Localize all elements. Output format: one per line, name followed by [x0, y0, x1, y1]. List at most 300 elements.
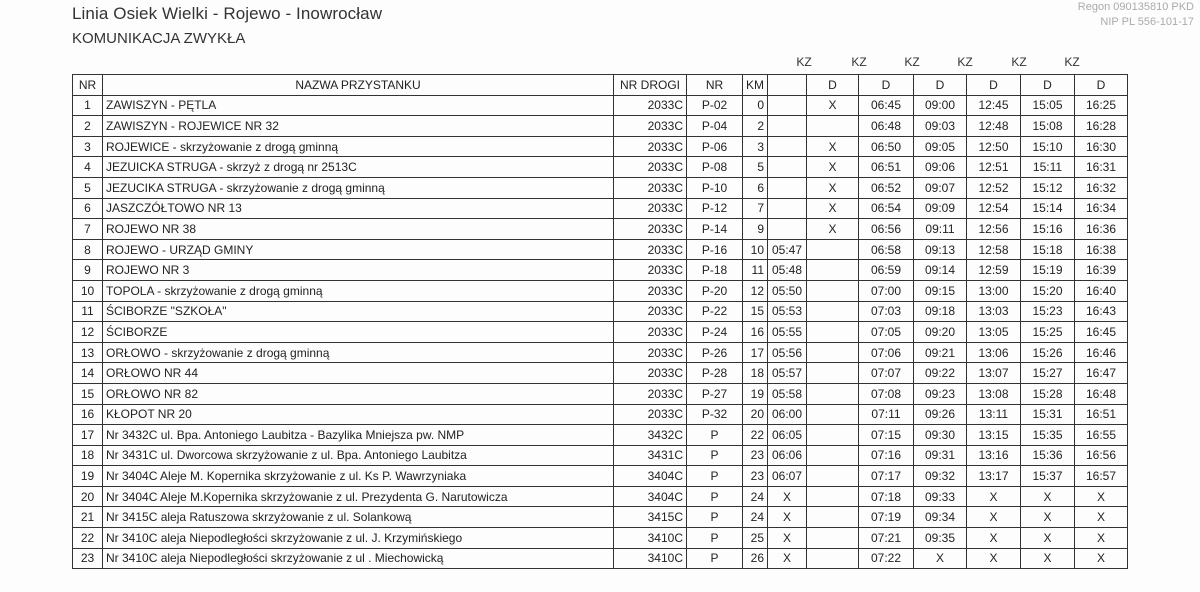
- departure-time-cell: 09:18: [914, 301, 967, 322]
- road-nr-cell: 2033C: [614, 239, 687, 260]
- departure-time-cell: 12:54: [967, 198, 1021, 219]
- stop-nr-cell: P-26: [687, 342, 743, 363]
- row-nr-cell: 13: [73, 342, 103, 363]
- kz-label: KZ: [851, 55, 867, 69]
- departure-time-cell: X: [807, 136, 859, 157]
- stop-nr-cell: P-28: [687, 363, 743, 384]
- stop-nr-cell: P: [687, 425, 743, 446]
- departure-time-cell: [807, 116, 859, 137]
- departure-time-cell: 16:38: [1075, 239, 1128, 260]
- departure-time-cell: X: [807, 177, 859, 198]
- km-cell: 20: [743, 404, 768, 425]
- departure-time-cell: X: [768, 548, 807, 569]
- col-header-km: KM: [743, 75, 768, 96]
- departure-time-cell: 16:31: [1075, 157, 1128, 178]
- departure-time-cell: 15:35: [1021, 425, 1075, 446]
- departure-time-cell: [807, 322, 859, 343]
- departure-time-cell: 09:32: [914, 466, 967, 487]
- departure-time-cell: 05:58: [768, 383, 807, 404]
- document-title: Linia Osiek Wielki - Rojewo - Inowrocław: [72, 4, 383, 23]
- row-nr-cell: 4: [73, 157, 103, 178]
- road-nr-cell: 3410C: [614, 528, 687, 549]
- col-header-course: D: [1021, 75, 1075, 96]
- kz-label: KZ: [904, 55, 920, 69]
- stop-name-cell: JEZUCIKA STRUGA - skrzyżowanie z drogą gminną: [103, 177, 614, 198]
- departure-time-cell: 06:58: [859, 239, 914, 260]
- departure-time-cell: 05:48: [768, 260, 807, 281]
- row-nr-cell: 5: [73, 177, 103, 198]
- departure-time-cell: 09:20: [914, 322, 967, 343]
- departure-time-cell: 15:10: [1021, 136, 1075, 157]
- row-nr-cell: 9: [73, 260, 103, 281]
- stop-nr-cell: P-14: [687, 219, 743, 240]
- row-nr-cell: 15: [73, 383, 103, 404]
- col-header-course: D: [1075, 75, 1128, 96]
- km-cell: 12: [743, 280, 768, 301]
- kz-label: KZ: [1064, 55, 1080, 69]
- row-nr-cell: 7: [73, 219, 103, 240]
- departure-time-cell: X: [1075, 528, 1128, 549]
- departure-time-cell: 05:56: [768, 342, 807, 363]
- departure-time-cell: 06:48: [859, 116, 914, 137]
- table-row: [73, 466, 1128, 487]
- table-header-row: [73, 75, 1128, 96]
- row-nr-cell: 16: [73, 404, 103, 425]
- stop-nr-cell: P-12: [687, 198, 743, 219]
- departure-time-cell: 06:05: [768, 425, 807, 446]
- row-nr-cell: 17: [73, 425, 103, 446]
- departure-time-cell: 12:56: [967, 219, 1021, 240]
- departure-time-cell: 15:37: [1021, 466, 1075, 487]
- stop-nr-cell: P-18: [687, 260, 743, 281]
- row-nr-cell: 21: [73, 507, 103, 528]
- road-nr-cell: 2033C: [614, 136, 687, 157]
- departure-time-cell: 07:06: [859, 342, 914, 363]
- departure-time-cell: 12:52: [967, 177, 1021, 198]
- departure-time-cell: 07:05: [859, 322, 914, 343]
- table-row: [73, 301, 1128, 322]
- departure-time-cell: 13:07: [967, 363, 1021, 384]
- departure-time-cell: 09:30: [914, 425, 967, 446]
- km-cell: 11: [743, 260, 768, 281]
- col-header-course: D: [807, 75, 859, 96]
- departure-time-cell: 06:51: [859, 157, 914, 178]
- departure-time-cell: 12:58: [967, 239, 1021, 260]
- table-row: [73, 342, 1128, 363]
- table-row: [73, 198, 1128, 219]
- departure-time-cell: 06:50: [859, 136, 914, 157]
- departure-time-cell: X: [967, 486, 1021, 507]
- departure-time-cell: [807, 280, 859, 301]
- road-nr-cell: 3431C: [614, 445, 687, 466]
- road-nr-cell: 2033C: [614, 383, 687, 404]
- km-cell: 23: [743, 445, 768, 466]
- departure-time-cell: 16:28: [1075, 116, 1128, 137]
- departure-time-cell: 16:25: [1075, 95, 1128, 116]
- departure-time-cell: 09:33: [914, 486, 967, 507]
- departure-time-cell: 13:00: [967, 280, 1021, 301]
- departure-time-cell: 15:19: [1021, 260, 1075, 281]
- road-nr-cell: 2033C: [614, 301, 687, 322]
- departure-time-cell: 15:14: [1021, 198, 1075, 219]
- departure-time-cell: 13:03: [967, 301, 1021, 322]
- departure-time-cell: 09:26: [914, 404, 967, 425]
- road-nr-cell: 3404C: [614, 486, 687, 507]
- departure-time-cell: 09:06: [914, 157, 967, 178]
- departure-time-cell: [807, 260, 859, 281]
- km-cell: 19: [743, 383, 768, 404]
- col-header-course: D: [967, 75, 1021, 96]
- departure-time-cell: 09:31: [914, 445, 967, 466]
- departure-time-cell: 12:48: [967, 116, 1021, 137]
- stop-nr-cell: P: [687, 445, 743, 466]
- departure-time-cell: 16:56: [1075, 445, 1128, 466]
- departure-time-cell: 07:22: [859, 548, 914, 569]
- company-stamp: [1078, 0, 1194, 30]
- departure-time-cell: 13:06: [967, 342, 1021, 363]
- departure-time-cell: [768, 177, 807, 198]
- table-row: [73, 157, 1128, 178]
- departure-time-cell: 06:07: [768, 466, 807, 487]
- table-row: [73, 363, 1128, 384]
- stop-name-cell: ORŁOWO NR 44: [103, 363, 614, 384]
- km-cell: 16: [743, 322, 768, 343]
- departure-time-cell: X: [967, 528, 1021, 549]
- departure-time-cell: 07:11: [859, 404, 914, 425]
- col-header-stop-name: NAZWA PRZYSTANKU: [103, 75, 614, 96]
- table-row: [73, 260, 1128, 281]
- stop-nr-cell: P-27: [687, 383, 743, 404]
- row-nr-cell: 6: [73, 198, 103, 219]
- departure-time-cell: 09:14: [914, 260, 967, 281]
- road-nr-cell: 2033C: [614, 177, 687, 198]
- stop-name-cell: TOPOLA - skrzyżowanie z drogą gminną: [103, 280, 614, 301]
- table-row: [73, 136, 1128, 157]
- departure-time-cell: 09:23: [914, 383, 967, 404]
- km-cell: 18: [743, 363, 768, 384]
- stop-name-cell: ŚCIBORZE: [103, 322, 614, 343]
- km-cell: 26: [743, 548, 768, 569]
- table-row: [73, 486, 1128, 507]
- stop-nr-cell: P-08: [687, 157, 743, 178]
- departure-time-cell: 05:55: [768, 322, 807, 343]
- departure-time-cell: 16:47: [1075, 363, 1128, 384]
- departure-time-cell: 07:18: [859, 486, 914, 507]
- departure-time-cell: 15:26: [1021, 342, 1075, 363]
- departure-time-cell: 15:31: [1021, 404, 1075, 425]
- departure-time-cell: 16:48: [1075, 383, 1128, 404]
- km-cell: 15: [743, 301, 768, 322]
- departure-time-cell: X: [1021, 486, 1075, 507]
- km-cell: 24: [743, 486, 768, 507]
- road-nr-cell: 2033C: [614, 219, 687, 240]
- document-subtitle: KOMUNIKACJA ZWYKŁA: [72, 30, 246, 47]
- stop-name-cell: ORŁOWO NR 82: [103, 383, 614, 404]
- departure-time-cell: X: [1075, 507, 1128, 528]
- col-header-stop-nr: NR: [687, 75, 743, 96]
- departure-time-cell: 15:18: [1021, 239, 1075, 260]
- departure-time-cell: 09:35: [914, 528, 967, 549]
- departure-time-cell: 06:00: [768, 404, 807, 425]
- stop-nr-cell: P-20: [687, 280, 743, 301]
- departure-time-cell: [768, 95, 807, 116]
- departure-time-cell: 06:59: [859, 260, 914, 281]
- row-nr-cell: 2: [73, 116, 103, 137]
- departure-time-cell: 07:19: [859, 507, 914, 528]
- km-cell: 24: [743, 507, 768, 528]
- km-cell: 10: [743, 239, 768, 260]
- road-nr-cell: 2033C: [614, 280, 687, 301]
- km-cell: 17: [743, 342, 768, 363]
- departure-time-cell: 07:00: [859, 280, 914, 301]
- departure-time-cell: X: [768, 507, 807, 528]
- departure-time-cell: 12:51: [967, 157, 1021, 178]
- kz-label: KZ: [957, 55, 973, 69]
- departure-time-cell: [768, 219, 807, 240]
- stop-name-cell: ZAWISZYN - ROJEWICE NR 32: [103, 116, 614, 137]
- row-nr-cell: 23: [73, 548, 103, 569]
- road-nr-cell: 2033C: [614, 198, 687, 219]
- departure-time-cell: [807, 383, 859, 404]
- road-nr-cell: 3432C: [614, 425, 687, 446]
- stop-nr-cell: P-04: [687, 116, 743, 137]
- departure-time-cell: [807, 404, 859, 425]
- table-row: [73, 116, 1128, 137]
- departure-time-cell: [807, 342, 859, 363]
- departure-time-cell: 05:53: [768, 301, 807, 322]
- departure-time-cell: 13:17: [967, 466, 1021, 487]
- stop-name-cell: Nr 3404C Aleje M.Kopernika skrzyżowanie z ul. Prezydenta G. Narutowicza: [103, 486, 614, 507]
- row-nr-cell: 19: [73, 466, 103, 487]
- departure-time-cell: 15:25: [1021, 322, 1075, 343]
- departure-time-cell: 09:00: [914, 95, 967, 116]
- departure-time-cell: [768, 116, 807, 137]
- table-row: [73, 507, 1128, 528]
- stop-nr-cell: P: [687, 466, 743, 487]
- road-nr-cell: 2033C: [614, 157, 687, 178]
- departure-time-cell: 07:08: [859, 383, 914, 404]
- kz-label: KZ: [1011, 55, 1027, 69]
- road-nr-cell: 3410C: [614, 548, 687, 569]
- stamp-regon: Regon 090135810 PKD: [1077, 1, 1194, 13]
- km-cell: 23: [743, 466, 768, 487]
- stop-nr-cell: P-16: [687, 239, 743, 260]
- stop-name-cell: ROJEWICE - skrzyżowanie z drogą gminną: [103, 136, 614, 157]
- departure-time-cell: 16:40: [1075, 280, 1128, 301]
- departure-time-cell: 15:20: [1021, 280, 1075, 301]
- departure-time-cell: 06:45: [859, 95, 914, 116]
- departure-time-cell: 12:50: [967, 136, 1021, 157]
- row-nr-cell: 22: [73, 528, 103, 549]
- departure-time-cell: 15:11: [1021, 157, 1075, 178]
- departure-time-cell: [807, 548, 859, 569]
- stop-name-cell: KŁOPOT NR 20: [103, 404, 614, 425]
- table-row: [73, 280, 1128, 301]
- timetable: [72, 74, 1128, 569]
- stop-name-cell: Nr 3415C aleja Ratuszowa skrzyżowanie z ul. Solankową: [103, 507, 614, 528]
- departure-time-cell: 13:15: [967, 425, 1021, 446]
- row-nr-cell: 11: [73, 301, 103, 322]
- departure-time-cell: 16:43: [1075, 301, 1128, 322]
- departure-time-cell: 09:22: [914, 363, 967, 384]
- row-nr-cell: 3: [73, 136, 103, 157]
- departure-time-cell: 16:51: [1075, 404, 1128, 425]
- km-cell: 3: [743, 136, 768, 157]
- departure-time-cell: 13:16: [967, 445, 1021, 466]
- departure-time-cell: [768, 157, 807, 178]
- km-cell: 6: [743, 177, 768, 198]
- km-cell: 2: [743, 116, 768, 137]
- km-cell: 25: [743, 528, 768, 549]
- stop-name-cell: JASZCZÓŁTOWO NR 13: [103, 198, 614, 219]
- road-nr-cell: 2033C: [614, 363, 687, 384]
- departure-time-cell: X: [1021, 548, 1075, 569]
- departure-time-cell: 12:59: [967, 260, 1021, 281]
- table-row: [73, 425, 1128, 446]
- departure-time-cell: 06:54: [859, 198, 914, 219]
- stop-nr-cell: P: [687, 548, 743, 569]
- row-nr-cell: 10: [73, 280, 103, 301]
- departure-time-cell: 06:56: [859, 219, 914, 240]
- departure-time-cell: 16:45: [1075, 322, 1128, 343]
- road-nr-cell: 2033C: [614, 342, 687, 363]
- row-nr-cell: 14: [73, 363, 103, 384]
- departure-time-cell: 16:32: [1075, 177, 1128, 198]
- departure-time-cell: X: [1075, 548, 1128, 569]
- departure-time-cell: 05:47: [768, 239, 807, 260]
- departure-time-cell: 09:03: [914, 116, 967, 137]
- departure-time-cell: [768, 198, 807, 219]
- departure-time-cell: [807, 445, 859, 466]
- departure-time-cell: 06:06: [768, 445, 807, 466]
- departure-time-cell: [807, 486, 859, 507]
- col-header-road-nr: NR DROGI: [614, 75, 687, 96]
- road-nr-cell: 2033C: [614, 260, 687, 281]
- stop-name-cell: JEZUICKA STRUGA - skrzyż z drogą nr 2513C: [103, 157, 614, 178]
- departure-time-cell: X: [967, 507, 1021, 528]
- departure-time-cell: 09:15: [914, 280, 967, 301]
- row-nr-cell: 18: [73, 445, 103, 466]
- stop-name-cell: Nr 3431C ul. Dworcowa skrzyżowanie z ul. Bpa. Antoniego Laubitza: [103, 445, 614, 466]
- departure-time-cell: 07:15: [859, 425, 914, 446]
- stop-nr-cell: P: [687, 528, 743, 549]
- stamp-nip: NIP PL 556-101-17: [1100, 16, 1194, 28]
- stop-nr-cell: P-32: [687, 404, 743, 425]
- stop-name-cell: Nr 3404C Aleje M. Kopernika skrzyżowanie z ul. Ks P. Wawrzyniaka: [103, 466, 614, 487]
- stop-name-cell: Nr 3410C aleja Niepodległości skrzyżowanie z ul. J. Krzymińskiego: [103, 528, 614, 549]
- table-row: [73, 445, 1128, 466]
- departure-time-cell: 16:30: [1075, 136, 1128, 157]
- departure-time-cell: [807, 425, 859, 446]
- departure-time-cell: 12:45: [967, 95, 1021, 116]
- row-nr-cell: 20: [73, 486, 103, 507]
- departure-time-cell: [807, 301, 859, 322]
- departure-time-cell: [807, 363, 859, 384]
- stop-name-cell: Nr 3410C aleja Niepodległości skrzyżowanie z ul . Miechowicką: [103, 548, 614, 569]
- departure-time-cell: X: [1021, 507, 1075, 528]
- stop-nr-cell: P-06: [687, 136, 743, 157]
- departure-time-cell: X: [807, 198, 859, 219]
- table-row: [73, 322, 1128, 343]
- stop-name-cell: ORŁOWO - skrzyżowanie z drogą gminną: [103, 342, 614, 363]
- road-nr-cell: 2033C: [614, 116, 687, 137]
- departure-time-cell: 16:39: [1075, 260, 1128, 281]
- table-row: [73, 219, 1128, 240]
- stop-nr-cell: P: [687, 486, 743, 507]
- stop-name-cell: ŚCIBORZE "SZKOŁA": [103, 301, 614, 322]
- departure-time-cell: 09:09: [914, 198, 967, 219]
- km-cell: 22: [743, 425, 768, 446]
- departure-time-cell: 15:23: [1021, 301, 1075, 322]
- table-row: [73, 528, 1128, 549]
- departure-time-cell: X: [1021, 528, 1075, 549]
- table-row: [73, 383, 1128, 404]
- road-nr-cell: 3404C: [614, 466, 687, 487]
- departure-time-cell: 09:05: [914, 136, 967, 157]
- departure-time-cell: X: [967, 548, 1021, 569]
- stop-nr-cell: P-24: [687, 322, 743, 343]
- stop-nr-cell: P-02: [687, 95, 743, 116]
- road-nr-cell: 2033C: [614, 322, 687, 343]
- departure-time-cell: X: [768, 486, 807, 507]
- departure-time-cell: X: [807, 219, 859, 240]
- departure-time-cell: 07:16: [859, 445, 914, 466]
- departure-time-cell: 15:36: [1021, 445, 1075, 466]
- table-row: [73, 95, 1128, 116]
- departure-time-cell: 15:28: [1021, 383, 1075, 404]
- departure-time-cell: 09:21: [914, 342, 967, 363]
- table-row: [73, 404, 1128, 425]
- departure-time-cell: 09:13: [914, 239, 967, 260]
- departure-time-cell: 13:05: [967, 322, 1021, 343]
- departure-time-cell: 05:50: [768, 280, 807, 301]
- stop-nr-cell: P-10: [687, 177, 743, 198]
- km-cell: 0: [743, 95, 768, 116]
- departure-time-cell: 09:11: [914, 219, 967, 240]
- stop-name-cell: ZAWISZYN - PĘTLA: [103, 95, 614, 116]
- departure-time-cell: 15:27: [1021, 363, 1075, 384]
- departure-time-cell: 15:05: [1021, 95, 1075, 116]
- km-cell: 9: [743, 219, 768, 240]
- stop-name-cell: ROJEWO NR 38: [103, 219, 614, 240]
- departure-time-cell: 09:34: [914, 507, 967, 528]
- stop-name-cell: ROJEWO NR 3: [103, 260, 614, 281]
- departure-time-cell: 07:17: [859, 466, 914, 487]
- table-row: [73, 239, 1128, 260]
- departure-time-cell: 13:08: [967, 383, 1021, 404]
- departure-time-cell: X: [1075, 486, 1128, 507]
- kz-label: KZ: [796, 55, 812, 69]
- departure-time-cell: 06:52: [859, 177, 914, 198]
- stop-name-cell: Nr 3432C ul. Bpa. Antoniego Laubitza - Bazylika Mniejsza pw. NMP: [103, 425, 614, 446]
- stop-name-cell: ROJEWO - URZĄD GMINY: [103, 239, 614, 260]
- departure-time-cell: 16:55: [1075, 425, 1128, 446]
- departure-time-cell: 15:08: [1021, 116, 1075, 137]
- col-header-course: D: [914, 75, 967, 96]
- table-row: [73, 177, 1128, 198]
- departure-time-cell: [807, 528, 859, 549]
- departure-time-cell: X: [914, 548, 967, 569]
- km-cell: 5: [743, 157, 768, 178]
- stop-nr-cell: P: [687, 507, 743, 528]
- departure-time-cell: 07:07: [859, 363, 914, 384]
- km-cell: 7: [743, 198, 768, 219]
- departure-time-cell: 15:16: [1021, 219, 1075, 240]
- departure-time-cell: 07:03: [859, 301, 914, 322]
- col-header-course: [768, 75, 807, 96]
- col-header-course: D: [859, 75, 914, 96]
- departure-time-cell: [807, 239, 859, 260]
